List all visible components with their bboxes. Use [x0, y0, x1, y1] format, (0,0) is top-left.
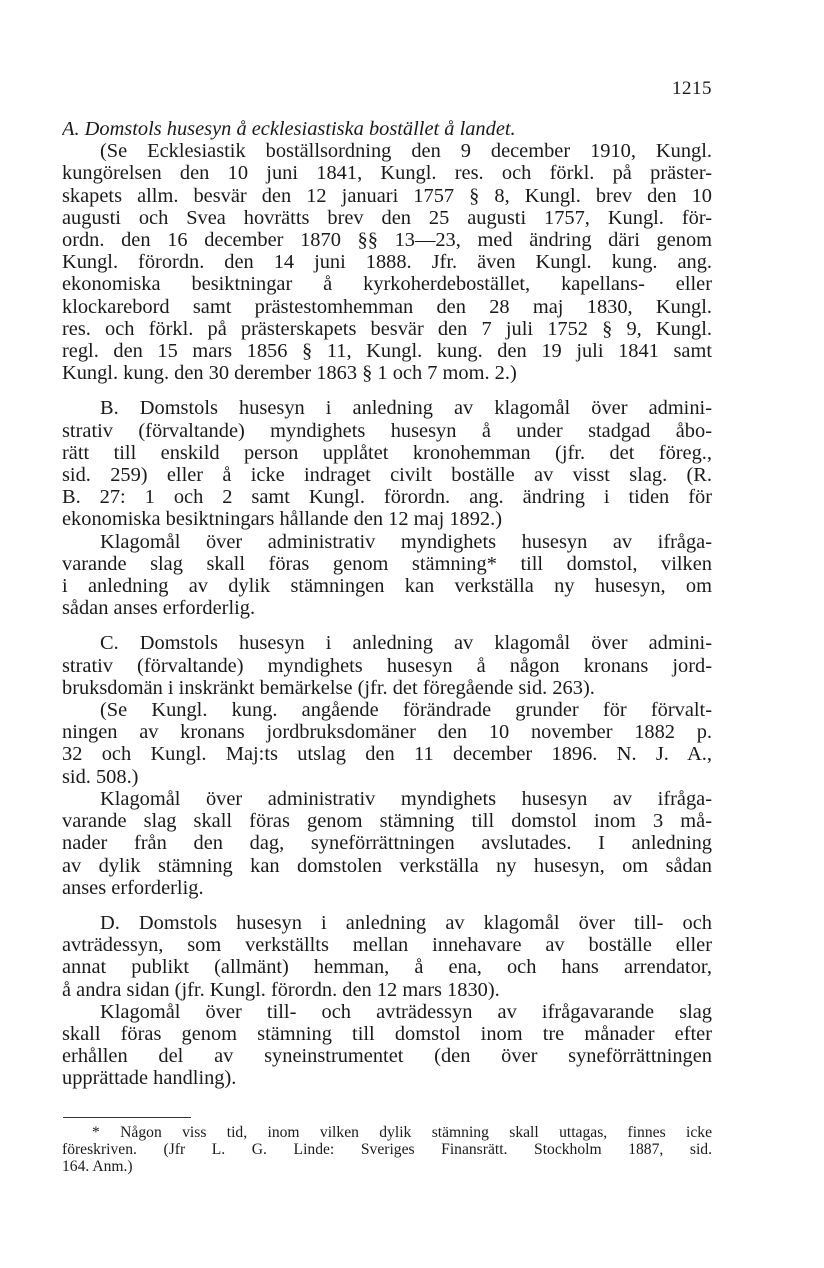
- section-b-line: i anledning av dylik stämningen kan verkställa ny husesyn, om: [62, 575, 712, 598]
- section-d-line: D. Domstols husesyn i anledning av klagomål över till- och: [100, 911, 712, 934]
- section-d-line: upprättade handling).: [62, 1067, 237, 1090]
- section-b-line: strativ (förvaltande) myndighets husesyn å under stadgad åbo-: [62, 419, 712, 442]
- section-d-line: Klagomål över till- och avträdessyn av ifrågavarande slag: [100, 1000, 712, 1023]
- section-a-line: augusti och Svea hovrätts brev den 25 augusti 1757, Kungl. för-: [62, 206, 712, 229]
- main-text: [62, 118, 712, 1090]
- footnote-line: föreskriven. (Jfr L. G. Linde: Sveriges Finansrätt. Stockholm 1887, sid.: [62, 1141, 712, 1159]
- section-b-line: ekonomiska besiktningars hållande den 12 maj 1892.): [62, 508, 503, 531]
- footnote-line: * Någon viss tid, inom vilken dylik stämning skall uttagas, finnes icke: [92, 1124, 712, 1141]
- section-b-line: varande slag skall föras genom stämning* till domstol, vilken: [62, 552, 712, 575]
- section-a-line: ordn. den 16 december 1870 §§ 13—23, med ändring däri genom: [62, 229, 712, 252]
- section-c-line: sid. 508.): [62, 765, 139, 788]
- section-c-line: bruksdomän i inskränkt bemärkelse (jfr. det föregående sid. 263).: [62, 676, 595, 699]
- section-a-line: Kungl. kung. den 30 derember 1863 § 1 och 7 mom. 2.): [62, 362, 517, 385]
- section-a-line: klockarebord samt prästestomhemman den 28 maj 1830, Kungl.: [62, 295, 712, 318]
- section-b: [62, 397, 712, 619]
- section-b-line: sådan anses erforderlig.: [62, 597, 256, 620]
- section-a-line: (Se Ecklesiastik boställsordning den 9 december 1910, Kungl.: [100, 140, 712, 163]
- section-c-line: anses erforderlig.: [62, 876, 204, 899]
- section-a-line: skapets allm. besvär den 12 januari 1757 § 8, Kungl. brev den 10: [62, 184, 712, 207]
- section-b-line: B. 27: 1 och 2 samt Kungl. förordn. ang. ändring i tiden för: [62, 486, 712, 509]
- section-d-line: annat publikt (allmänt) hemman, å ena, och hans arrendator,: [62, 956, 712, 979]
- section-c-line: Klagomål över administrativ myndighets husesyn av ifråga-: [100, 787, 712, 810]
- section-d-line: avträdessyn, som verkställts mellan innehavare av boställe eller: [62, 934, 712, 957]
- section-b-line: rätt till enskild person upplåtet kronohemman (jfr. det föreg.,: [62, 441, 712, 464]
- section-d-line: å andra sidan (jfr. Kungl. förordn. den 12 mars 1830).: [62, 978, 500, 1001]
- section-c-line: varande slag skall föras genom stämning till domstol inom 3 må-: [62, 810, 712, 833]
- section-c-line: nader från den dag, syneförrättningen avslutades. I anledning: [62, 832, 712, 855]
- section-a: [62, 118, 712, 384]
- section-b-line: sid. 259) eller å icke indraget civilt boställe av visst slag. (R.: [62, 464, 712, 487]
- section-c-line: 32 och Kungl. Maj:ts utslag den 11 december 1896. N. J. A.,: [62, 743, 712, 766]
- section-d-line: skall föras genom stämning till domstol inom tre månader efter: [62, 1022, 712, 1045]
- section-d: [62, 912, 712, 1090]
- section-b-line: B. Domstols husesyn i anledning av klagomål över admini-: [100, 397, 712, 420]
- section-a-line: A. Domstols husesyn å ecklesiastiska bostället å landet.: [62, 118, 516, 140]
- section-c-line: ningen av kronans jordbruksdomäner den 10 november 1882 p.: [62, 721, 712, 744]
- section-a-line: regl. den 15 mars 1856 § 11, Kungl. kung. den 19 juli 1841 samt: [62, 340, 712, 363]
- footnote-divider: [63, 1117, 191, 1118]
- footnote-line: 164. Anm.): [62, 1158, 133, 1176]
- section-b-line: Klagomål över administrativ myndighets husesyn av ifråga-: [100, 530, 712, 553]
- section-a-line: kungörelsen den 10 juni 1841, Kungl. res. och förkl. på präster-: [62, 162, 712, 185]
- section-d-line: erhållen del av syneinstrumentet (den över syneförrättningen: [62, 1045, 712, 1068]
- section-c: [62, 632, 712, 898]
- section-c-line: av dylik stämning kan domstolen verkställa ny husesyn, om sådan: [62, 854, 712, 877]
- section-c-line: (Se Kungl. kung. angående förändrade grunder för förvalt-: [100, 699, 712, 722]
- section-a-line: res. och förkl. på prästerskapets besvär den 7 juli 1752 § 9, Kungl.: [62, 317, 712, 340]
- section-c-line: strativ (förvaltande) myndighets husesyn å någon kronans jord-: [62, 654, 712, 677]
- section-a-line: ekonomiska besiktningar å kyrkoherdebostället, kapellans- eller: [62, 273, 712, 296]
- section-a-line: Kungl. förordn. den 14 juni 1888. Jfr. även Kungl. kung. ang.: [62, 251, 712, 274]
- page-number: 1215: [672, 78, 712, 99]
- footnote: [62, 1124, 712, 1176]
- section-c-line: C. Domstols husesyn i anledning av klagomål över admini-: [100, 632, 712, 655]
